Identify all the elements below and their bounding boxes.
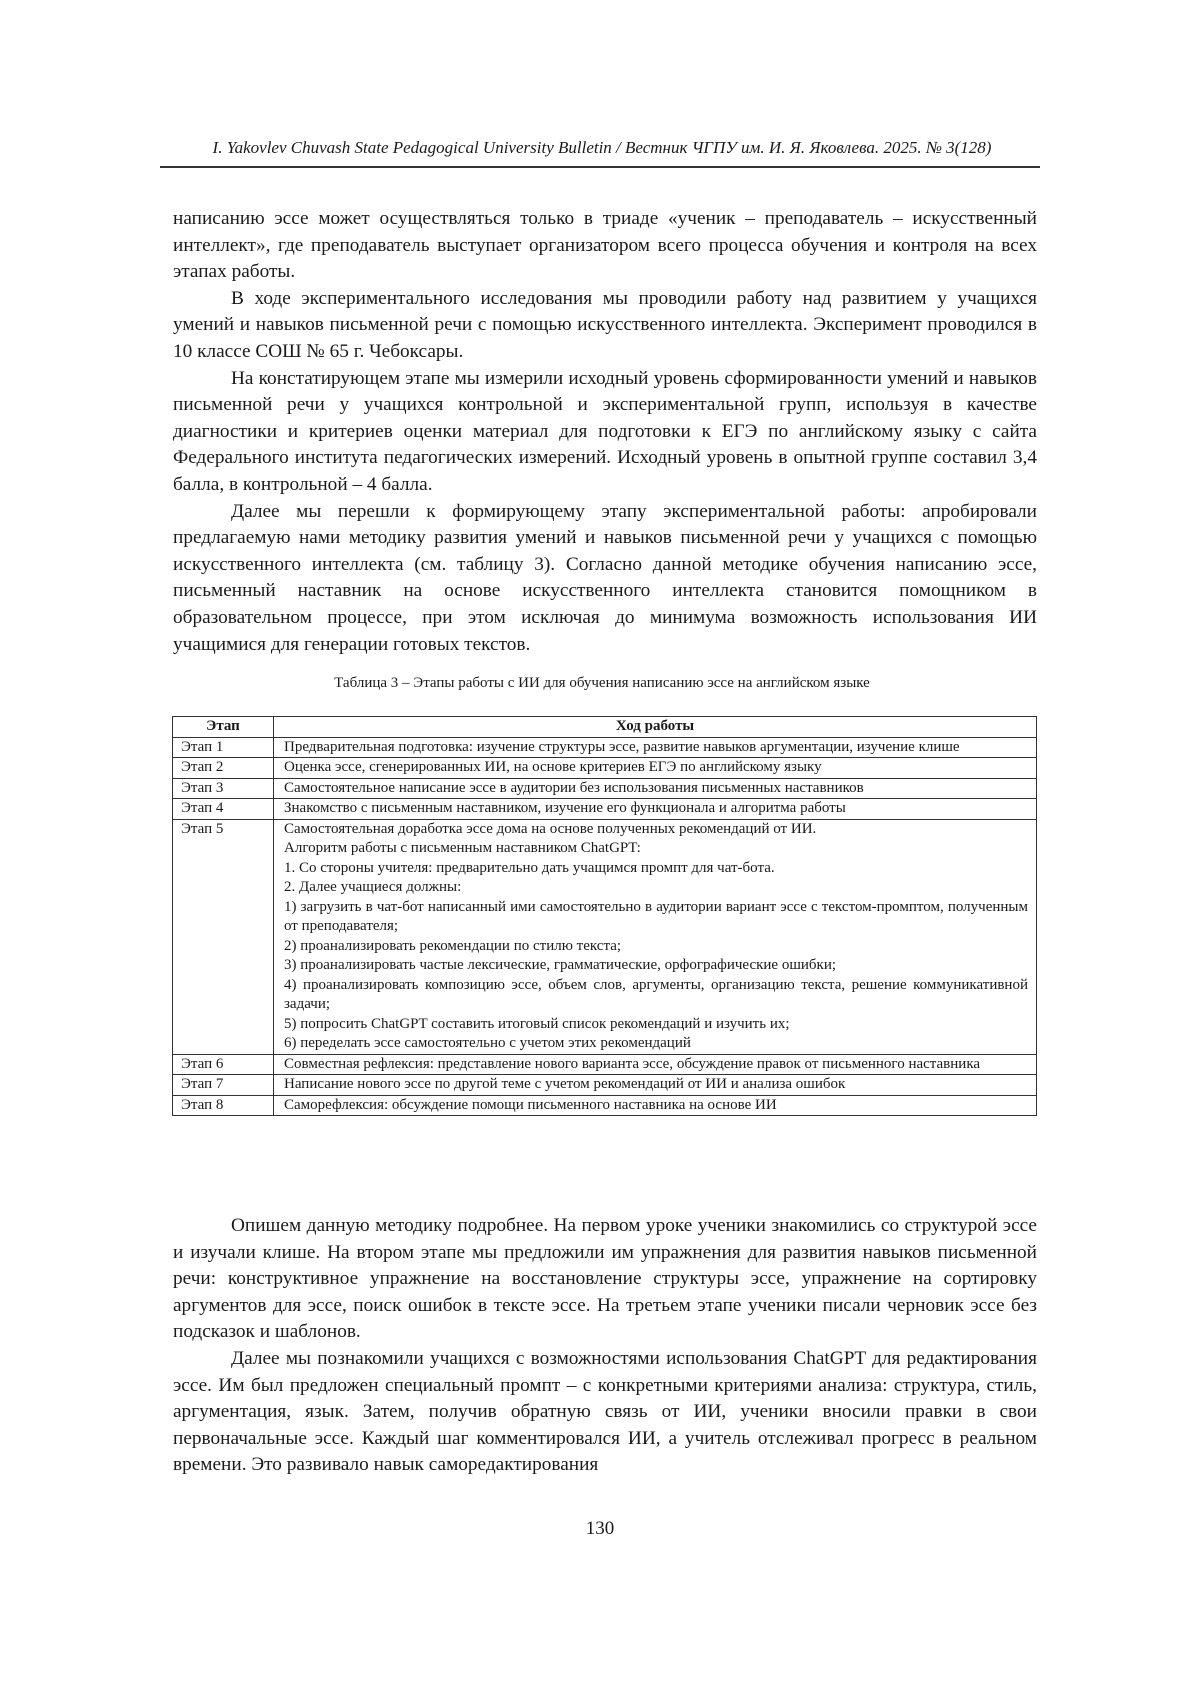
table-row: [173, 758, 1037, 779]
description-cell: [274, 778, 1037, 799]
description-cell: [274, 819, 1037, 1054]
stage-cell: Этап 2: [173, 758, 274, 779]
header-rule: [160, 166, 1040, 168]
description-line: Саморефлексия: обсуждение помощи письменного наставника на основе ИИ: [284, 1096, 777, 1113]
paragraph: В ходе экспериментального исследования мы проводили работу над развитием у учащихся умений и навыков письменной речи с помощью искусственного интеллекта. Эксперимент проводился в 10 классе СОШ № 65 г. Чебоксары.: [173, 287, 1037, 362]
bottom-text: [173, 1213, 1037, 1479]
description-line: 2) проанализировать рекомендации по стилю текста;: [284, 937, 622, 954]
stage-cell: Этап 1: [173, 737, 274, 758]
description-line: Предварительная подготовка: изучение структуры эссе, развитие навыков аргументации, изучение клише: [284, 738, 960, 755]
table-row: [173, 1075, 1037, 1096]
description-cell: [274, 1075, 1037, 1096]
stage-cell: Этап 8: [173, 1095, 274, 1116]
description-line: 4) проанализировать композицию эссе, объем слов, аргументы, организацию текста, решение коммуникативной задачи;: [284, 976, 1028, 1012]
description-line: 1. Со стороны учителя: предварительно дать учащимся промпт для чат-бота.: [284, 859, 775, 876]
page-number: 130: [585, 1518, 615, 1539]
table-row: [173, 1095, 1037, 1116]
table-row: [173, 778, 1037, 799]
stage-cell: Этап 7: [173, 1075, 274, 1096]
stage-cell: Этап 3: [173, 778, 274, 799]
running-header: I. Yakovlev Chuvash State Pedagogical University Bulletin / Вестник ЧГПУ им. И. Я. Яковлева. 2025. № 3(128): [212, 138, 992, 157]
stage-cell: Этап 6: [173, 1054, 274, 1075]
description-line: Написание нового эссе по другой теме с учетом рекомендаций от ИИ и анализа ошибок: [284, 1076, 846, 1092]
paragraph: Опишем данную методику подробнее. На первом уроке ученики знакомились со структурой эссе и изучали клише. На втором этапе мы предложили им упражнения для развития навыков письменной речи: конструктивное упражнение на восстановление структуры эссе, упражнение на сортировку аргументов для эссе, поиск ошибок в тексте эссе. На третьем этапе ученики писали черновик эссе без подсказок и шаблонов.: [173, 1215, 1037, 1343]
paragraph: написанию эссе может осуществляться только в триаде «ученик – преподаватель – искусственный интеллект», где преподаватель выступает организатором всего процесса обучения и контроля на всех этапах работы.: [173, 208, 1037, 283]
stage-cell: Этап 4: [173, 799, 274, 820]
description-line: Самостоятельное написание эссе в аудитории без использования письменных наставников: [284, 779, 864, 796]
description-cell: [274, 1054, 1037, 1075]
table-row: [173, 1054, 1037, 1075]
table-row: [173, 737, 1037, 758]
description-cell: [274, 799, 1037, 820]
paragraph: На констатирующем этапе мы измерили исходный уровень сформированности умений и навыков письменной речи у учащихся контрольной и экспериментальной групп, используя в качестве диагностики и критериев оценки материал для подготовки к ЕГЭ по английскому языку с сайта Федерального института педагогических измерений. Исходный уровень в опытной группе составил 3,4 балла, в контрольной – 4 балла.: [173, 367, 1037, 495]
header-stage: Этап: [173, 717, 274, 738]
description-line: Алгоритм работы с письменным наставником ChatGPT:: [284, 840, 641, 856]
paragraph: Далее мы перешли к формирующему этапу экспериментальной работы: апробировали предлагаемую нами методику развития умений и навыков письменной речи у учащихся с помощью искусственного интеллекта (см. таблицу 3). Согласно данной методике обучения написанию эссе, письменный наставник на основе искусственного интеллекта становится помощником в образовательном процессе, при этом исключая до минимума возможность использования ИИ учащимися для генерации готовых текстов.: [173, 500, 1037, 655]
table-header-row: [173, 717, 1037, 738]
description-cell: [274, 1095, 1037, 1116]
description-line: Самостоятельная доработка эссе дома на основе полученных рекомендаций от ИИ.: [284, 820, 817, 837]
description-line: Совместная рефлексия: представление нового варианта эссе, обсуждение правок от письменного наставника: [284, 1055, 981, 1072]
description-cell: [274, 737, 1037, 758]
description-line: 5) попросить ChatGPT составить итоговый список рекомендаций и изучить их;: [284, 1015, 790, 1032]
description-line: 2. Далее учащиеся должны:: [284, 879, 462, 895]
table-row: [173, 799, 1037, 820]
description-line: Знакомство с письменным наставником, изучение его функционала и алгоритма работы: [284, 800, 846, 816]
description-line: 3) проанализировать частые лексические, грамматические, орфографические ошибки;: [284, 957, 837, 973]
stage-cell: Этап 5: [173, 819, 274, 1054]
top-text: [173, 206, 1037, 658]
table-caption: Таблица 3 – Этапы работы с ИИ для обучения написанию эссе на английском языке: [334, 675, 870, 691]
description-line: Оценка эссе, сгенерированных ИИ, на основе критериев ЕГЭ по английскому языку: [284, 759, 822, 775]
table-row: [173, 819, 1037, 1054]
paragraph: Далее мы познакомили учащихся с возможностями использования ChatGPT для редактирования эссе. Им был предложен специальный промпт – с конкретными критериями анализа: структура, стиль, аргументация, язык. Затем, получив обратную связь от ИИ, ученики вносили правки в свои первоначальные эссе. Каждый шаг комментировался ИИ, а учитель отслеживал прогресс в реальном времени. Это развивало навык саморедактирования: [173, 1347, 1037, 1476]
header-work: Ход работы: [274, 717, 1037, 738]
stages-table: [172, 716, 1037, 1116]
description-line: 6) переделать эссе самостоятельно с учетом этих рекомендаций: [284, 1035, 691, 1051]
description-line: 1) загрузить в чат-бот написанный ими самостоятельно в аудитории вариант эссе с текстом-промптом, полученным от преподавателя;: [284, 898, 1028, 934]
description-cell: [274, 758, 1037, 779]
